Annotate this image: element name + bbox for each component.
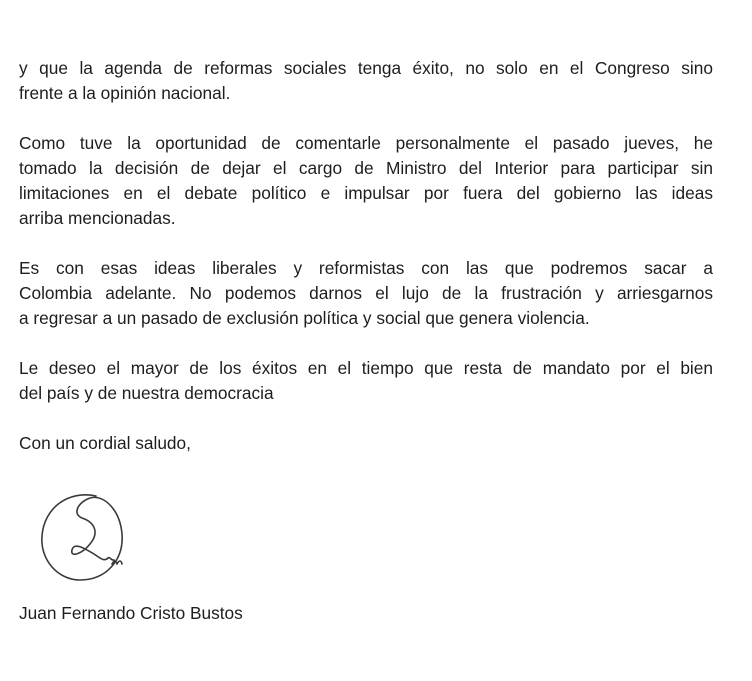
signer-name: Juan Fernando Cristo Bustos [19, 603, 243, 623]
text-line: Como tuve la oportunidad de comentarle personalmente el pasado jueves, he [19, 133, 713, 153]
text-line: Colombia adelante. No podemos darnos el lujo de la frustración y arriesgarnos [19, 283, 713, 303]
paragraph-agenda [19, 56, 713, 106]
paragraph-wishes [19, 356, 713, 406]
text-line: frente a la opinión nacional. [19, 83, 231, 103]
text-line: arriba mencionadas. [19, 208, 176, 228]
text-line: Es con esas ideas liberales y reformistas con las que podremos sacar a [19, 258, 713, 278]
letter-body [19, 56, 713, 456]
text-line: Le deseo el mayor de los éxitos en el tiempo que resta de mandato por el bien [19, 358, 713, 378]
text-line: tomado la decisión de dejar el cargo de Ministro del Interior para participar sin [19, 158, 713, 178]
text-line: a regresar a un pasado de exclusión política y social que genera violencia. [19, 308, 590, 328]
handwritten-signature [38, 488, 138, 588]
paragraph-resignation [19, 131, 713, 231]
closing-salutation: Con un cordial saludo, [19, 433, 191, 453]
text-line: limitaciones en el debate político e impulsar por fuera del gobierno las ideas [19, 183, 713, 203]
text-line: del país y de nuestra democracia [19, 383, 274, 403]
text-line: y que la agenda de reformas sociales tenga éxito, no solo en el Congreso sino [19, 58, 713, 78]
paragraph-ideas [19, 256, 713, 331]
